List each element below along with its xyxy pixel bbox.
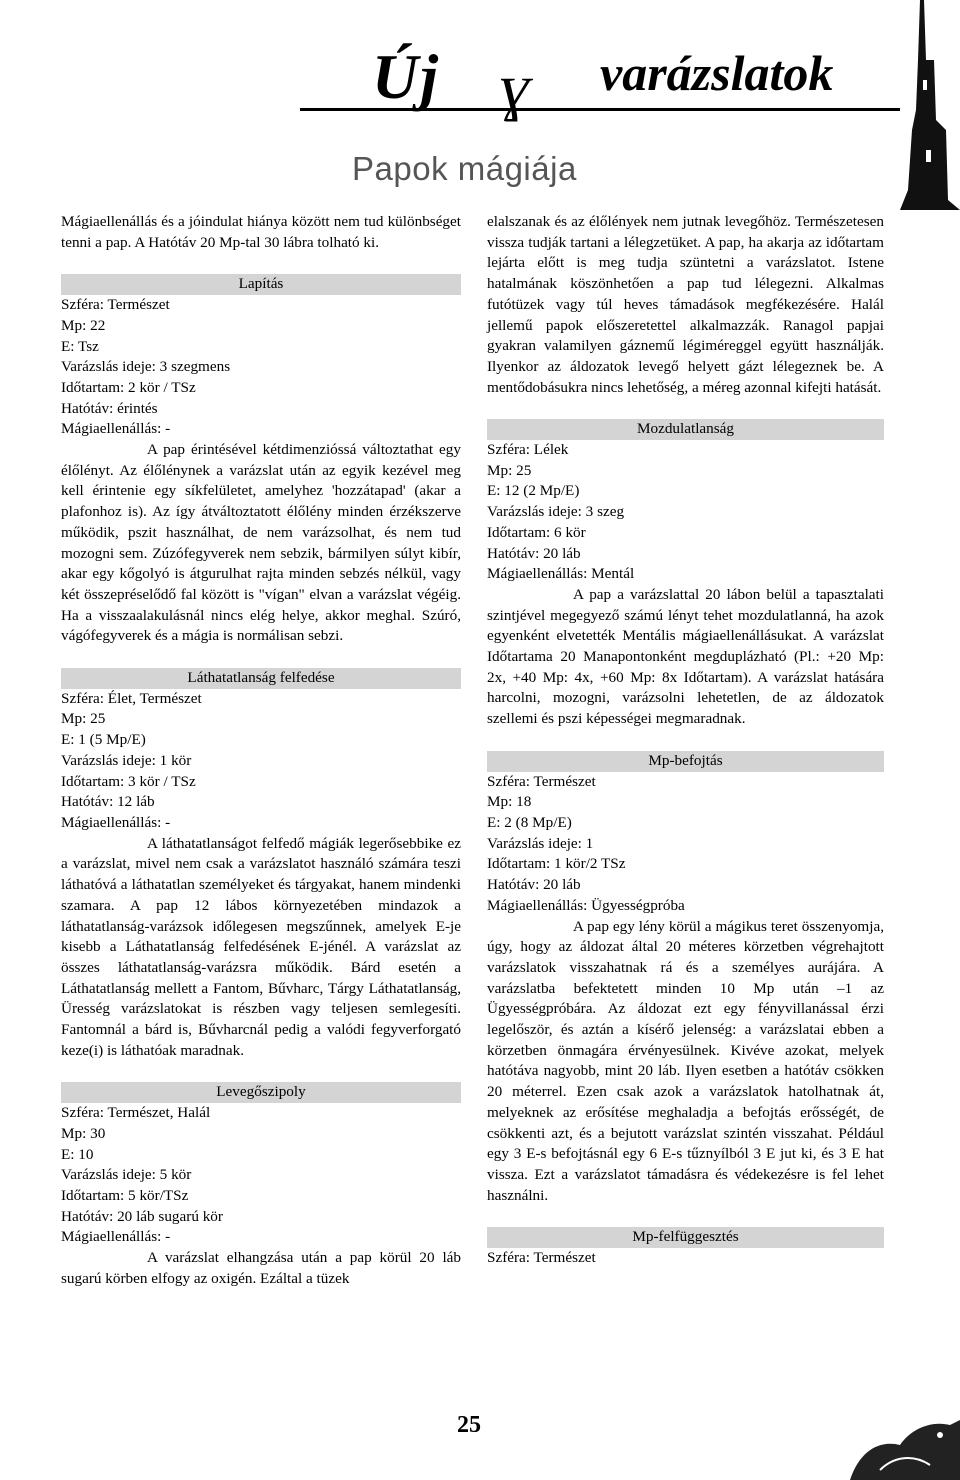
spell-heading-mozdulatlansag: Mozdulatlanság xyxy=(487,419,884,440)
spell-field: Szféra: Élet, Természet xyxy=(61,689,202,707)
spell-description: A varázslat elhangzása után a pap körül 20 láb sugarú körben elfogy az oxigén. Ezáltal a tüzek xyxy=(61,1249,461,1287)
spell-field: Mágiaellenállás: Ügyességpróba xyxy=(487,896,685,914)
dragon-illustration xyxy=(840,1410,960,1480)
spell-field: Varázslás ideje: 5 kör xyxy=(61,1166,192,1184)
spell-field: Varázslás ideje: 3 szeg xyxy=(487,503,625,521)
right-column xyxy=(487,212,884,1269)
spell-field: Mágiaellenállás: - xyxy=(61,420,171,438)
spell-field: Mp: 22 xyxy=(61,316,106,334)
spell-field: Időtartam: 1 kör/2 TSz xyxy=(487,855,626,873)
page-title: Papok mágiája xyxy=(352,150,577,187)
spell-field: E: 2 (8 Mp/E) xyxy=(487,813,572,831)
spell-field: E: 12 (2 Mp/E) xyxy=(487,482,580,500)
header-banner xyxy=(0,0,960,210)
spell-field: Szféra: Természet, Halál xyxy=(61,1104,211,1122)
spell-field: E: Tsz xyxy=(61,337,99,355)
spell-heading-mp-befojtas: Mp-befojtás xyxy=(487,751,884,772)
spell-heading-lathatatlansag-felfedese: Láthatatlanság felfedése xyxy=(61,668,461,689)
spell-field: Időtartam: 3 kör / TSz xyxy=(61,772,196,790)
spell-field: Időtartam: 2 kör / TSz xyxy=(61,378,196,396)
spell-field: Varázslás ideje: 1 xyxy=(487,834,594,852)
spell-field: Hatótáv: érintés xyxy=(61,399,158,417)
left-column xyxy=(61,212,461,1289)
spell-field: Varázslás ideje: 3 szegmens xyxy=(61,358,231,376)
spell-field: Szféra: Természet xyxy=(487,1249,596,1267)
continuation-paragraph: elalszanak és az élőlények nem jutnak levegőhöz. Természetesen vissza tudják tartani a lélegzetüket. A pap, ha akarja az időtartam lejárta előtt is meg tudja szüntetni a varázslatot. Istene hatalmának köszönhetően a pap tud lélegezni. Alkalmas futótüzek vagy túl heves támadások megfékezésére. Halál jellemű papok előszeretettel alkalmazzák. Ranagol papjai gyakran valamilyen gáznemű légiméreggel együtt használják. Ilyenkor az áldozatok levegő helyett gázt lélegeznek be. A mentődobásukra nincs lehetőség, a méreg azonnal kifejti hatását. xyxy=(487,213,884,396)
spell-field: E: 1 (5 Mp/E) xyxy=(61,731,146,749)
logo-word-uj: Új xyxy=(372,41,440,112)
spell-description: A pap a varázslattal 20 lábon belül a tapasztalati szintjével megegyező számú lényt tehet mozdulatlanná, ha azok egyenként elvetették Mentális mágiaellenállásukat. A varázslat Időtartama 20 Manapontonként megduplázható (Pl.: +20 Mp: 2x, +40 Mp: 4x, +60 Mp: 8x Időtartam). A varázslat hatására harcolni, mozogni, varázsolni lehetetlen, de az áldozatok szellemi és pszi képességei megmaradnak. xyxy=(487,585,884,728)
intro-paragraph: Mágiaellenállás és a jóindulat hiánya között nem tud különbséget tenni a pap. A Hatótáv 20 Mp-tal 30 lábra tolható ki. xyxy=(61,213,461,251)
spell-field: Varázslás ideje: 1 kör xyxy=(61,751,192,769)
spell-field: Időtartam: 5 kör/TSz xyxy=(61,1186,189,1204)
spell-description: A pap egy lény körül a mágikus teret összenyomja, úgy, hogy az áldozat által 20 méteres körzetben végrehajtott varázslatok visszahatnak rá és a személyes aurájára. A varázslatba befektetett minden 10 Mp után –1 az Ügyességpróbára. Az áldozat ezt egy fényvillanással érzi legelőször, és aztán a kísérő jelenség: a varázslatai ebben a körzetben önmagára érvényesülnek. Kivéve azokat, melyek hatótáva nagyobb, mint 20 láb. Ilyen esetben a hatótáv csökken 20 méterrel. Ezen csak azok a varázslatok hatolhatnak át, melyeknek az erősítése meghaladja a befojtás erősségét, de csökkenti azt, és a bejutott varázslat szintén visszahat. Például egy 3 E-s befojtásnál egy 6 E-s tűznyílból 3 E jut ki, és 3 E hat vissza. Ezt a varázslatot támadásra és védekezésre is fel lehet használni. xyxy=(487,917,884,1204)
spell-heading-lapitas: Lapítás xyxy=(61,274,461,295)
spell-field: Mp: 18 xyxy=(487,793,532,811)
spell-field: Szféra: Lélek xyxy=(487,441,569,459)
spell-field: Hatótáv: 20 láb xyxy=(487,544,581,562)
spell-heading-mp-felfuggesztes: Mp-felfüggesztés xyxy=(487,1227,884,1248)
spell-field: Szféra: Természet xyxy=(487,772,596,790)
spell-heading-levegoszipoly: Levegőszipoly xyxy=(61,1082,461,1103)
spell-field: Mágiaellenállás: - xyxy=(61,1228,171,1246)
spell-description: A pap érintésével kétdimenzióssá változtathat egy élőlényt. Az élőlénynek a varázslat után az egyik kezével meg kell érintenie egy síkfelületet, amelyhez 'hozzátapad' (akar a plafonhoz is). Az így átváltoztatott élőlény minden érzékszerve működik, pszit használhat, de nem varázsolhat, és nem tud mozogni sem. Zúzófegyverek nem sebzik, bármilyen súlyt kibír, akar egy kőgolyó is átgurulhat rajta minden sebzés nélkül, vagy két összepréselődő fal között is "vígan" elvan a varázslat végéig. Ha a visszaalakulásnál nincs elég helye, akkor meghal. Szúró, vágófegyverek és a mágia is normálisan sebzi. xyxy=(61,441,461,645)
spell-field: Szféra: Természet xyxy=(61,296,170,314)
page-number: 25 xyxy=(457,1412,481,1438)
spell-field: Hatótáv: 12 láb xyxy=(61,793,155,811)
logo-symbol: ɣ xyxy=(500,51,531,122)
spell-field: E: 10 xyxy=(61,1145,94,1163)
spell-field: Mp: 30 xyxy=(61,1124,106,1142)
spell-description: A láthatatlanságot felfedő mágiák legerősebbike ez a varázslat, mivel nem csak a varázslatot használó számára teszi láthatóvá a láthatatlan személyeket és tárgyakat, hanem mindenki szamara. A pap 12 lábos környezetében mindazok a láthatatlanság-varázsok időlegesen megszűnnek, amelyek E-je kisebb a Láthatatlanság felfedésének E-jénél. A varázslat az összes láthatatlanság-varázsra működik. Bárd esetén a Láthatatlanság mellett a Fantom, Bűvharc, Tárgy Láthatatlanság, Üresség varázslatokat is részben vagy teljesen semlegesíti. Fantomnál a bárd is, Bűvharcnál pedig a valódi fegyverforgató keze(i) is láthatóak maradnak. xyxy=(61,834,461,1059)
spell-field: Hatótáv: 20 láb xyxy=(487,876,581,894)
spell-field: Időtartam: 6 kör xyxy=(487,523,586,541)
spell-field: Mp: 25 xyxy=(61,710,106,728)
spell-field: Mp: 25 xyxy=(487,461,532,479)
spell-field: Mágiaellenállás: Mentál xyxy=(487,565,635,583)
spell-field: Hatótáv: 20 láb sugarú kör xyxy=(61,1207,223,1225)
spell-field: Mágiaellenállás: - xyxy=(61,813,171,831)
castle-tower-illustration xyxy=(890,0,960,210)
logo-word-varazslatok: varázslatok xyxy=(600,45,834,101)
